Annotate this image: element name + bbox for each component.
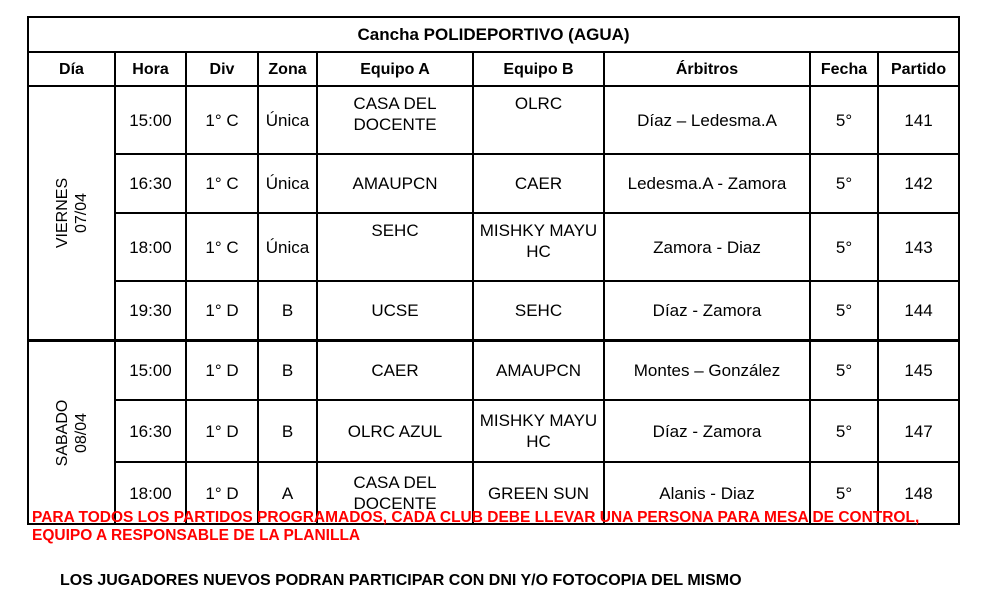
cell-fecha: 5° xyxy=(810,341,878,401)
cell-hora: 16:30 xyxy=(115,154,186,213)
cell-arbitros: Alanis - Diaz xyxy=(604,462,810,524)
cell-equipo-a: OLRC AZUL xyxy=(317,400,473,462)
table-row xyxy=(28,213,959,281)
cell-partido: 142 xyxy=(878,154,959,213)
cell-div: 1° C xyxy=(186,154,258,213)
table-row xyxy=(28,281,959,341)
cell-hora: 15:00 xyxy=(115,86,186,154)
cell-div: 1° C xyxy=(186,213,258,281)
table-row xyxy=(28,154,959,213)
cell-hora: 18:00 xyxy=(115,462,186,524)
header-equipo-b: Equipo B xyxy=(473,52,604,86)
cell-div: 1° D xyxy=(186,400,258,462)
cell-zona: Única xyxy=(258,213,317,281)
cell-equipo-b: GREEN SUN xyxy=(473,462,604,524)
cell-equipo-a: AMAUPCN xyxy=(317,154,473,213)
cell-arbitros: Díaz - Zamora xyxy=(604,400,810,462)
header-dia: Día xyxy=(28,52,115,86)
cell-hora: 19:30 xyxy=(115,281,186,341)
cell-equipo-b: SEHC xyxy=(473,281,604,341)
cell-equipo-b: AMAUPCN xyxy=(473,341,604,401)
day-label xyxy=(53,399,91,466)
cell-partido: 144 xyxy=(878,281,959,341)
cell-arbitros: Díaz - Zamora xyxy=(604,281,810,341)
cell-zona: A xyxy=(258,462,317,524)
cell-arbitros: Montes – González xyxy=(604,341,810,401)
cell-fecha: 5° xyxy=(810,281,878,341)
cell-zona: B xyxy=(258,341,317,401)
header-hora: Hora xyxy=(115,52,186,86)
cell-hora: 18:00 xyxy=(115,213,186,281)
cell-div: 1° D xyxy=(186,462,258,524)
day-date: 08/04 xyxy=(72,412,90,453)
cell-equipo-b: MISHKY MAYU HC xyxy=(473,400,604,462)
cell-div: 1° D xyxy=(186,281,258,341)
header-fecha: Fecha xyxy=(810,52,878,86)
header-div: Div xyxy=(186,52,258,86)
cell-zona: Única xyxy=(258,86,317,154)
cell-equipo-b: OLRC xyxy=(473,86,604,154)
table-row xyxy=(28,86,959,154)
cell-equipo-b: CAER xyxy=(473,154,604,213)
cell-partido: 141 xyxy=(878,86,959,154)
table-title: Cancha POLIDEPORTIVO (AGUA) xyxy=(28,17,959,52)
cell-equipo-a: CAER xyxy=(317,341,473,401)
cell-equipo-a: CASA DEL DOCENTE xyxy=(317,86,473,154)
cell-div: 1° C xyxy=(186,86,258,154)
header-zona: Zona xyxy=(258,52,317,86)
cell-zona: B xyxy=(258,281,317,341)
new-players-notice: LOS JUGADORES NUEVOS PODRAN PARTICIPAR CON DNI Y/O FOTOCOPIA DEL MISMO xyxy=(60,572,742,589)
cell-partido: 148 xyxy=(878,462,959,524)
cell-partido: 147 xyxy=(878,400,959,462)
cell-hora: 16:30 xyxy=(115,400,186,462)
cell-zona: B xyxy=(258,400,317,462)
cell-partido: 145 xyxy=(878,341,959,401)
cell-hora: 15:00 xyxy=(115,341,186,401)
cell-equipo-a: SEHC xyxy=(317,213,473,281)
cell-div: 1° D xyxy=(186,341,258,401)
day-cell-viernes xyxy=(28,86,115,341)
cell-zona: Única xyxy=(258,154,317,213)
cell-arbitros: Díaz – Ledesma.A xyxy=(604,86,810,154)
header-equipo-a: Equipo A xyxy=(317,52,473,86)
cell-arbitros: Ledesma.A - Zamora xyxy=(604,154,810,213)
cell-equipo-b: MISHKY MAYU HC xyxy=(473,213,604,281)
table-row xyxy=(28,341,959,401)
header-arbitros: Árbitros xyxy=(604,52,810,86)
cell-arbitros: Zamora - Diaz xyxy=(604,213,810,281)
cell-partido: 143 xyxy=(878,213,959,281)
schedule-table xyxy=(27,16,960,525)
cell-equipo-a: UCSE xyxy=(317,281,473,341)
cell-fecha: 5° xyxy=(810,154,878,213)
cell-fecha: 5° xyxy=(810,213,878,281)
day-date: 07/04 xyxy=(72,192,90,234)
control-notice: PARA TODOS LOS PARTIDOS PROGRAMADOS, CADA CLUB DEBE LLEVAR UNA PERSONA PARA MESA DE CONTROL, EQUIPO A RESPONSABLE DE LA PLANILLA xyxy=(32,509,920,544)
day-name: SABADO xyxy=(53,399,71,466)
cell-fecha: 5° xyxy=(810,462,878,524)
table-row xyxy=(28,400,959,462)
header-partido: Partido xyxy=(878,52,959,86)
cell-fecha: 5° xyxy=(810,400,878,462)
day-label xyxy=(53,178,91,248)
day-name: VIERNES xyxy=(53,177,71,249)
day-cell-sabado xyxy=(28,341,115,525)
cell-fecha: 5° xyxy=(810,86,878,154)
cell-equipo-a: CASA DEL DOCENTE xyxy=(317,462,473,524)
